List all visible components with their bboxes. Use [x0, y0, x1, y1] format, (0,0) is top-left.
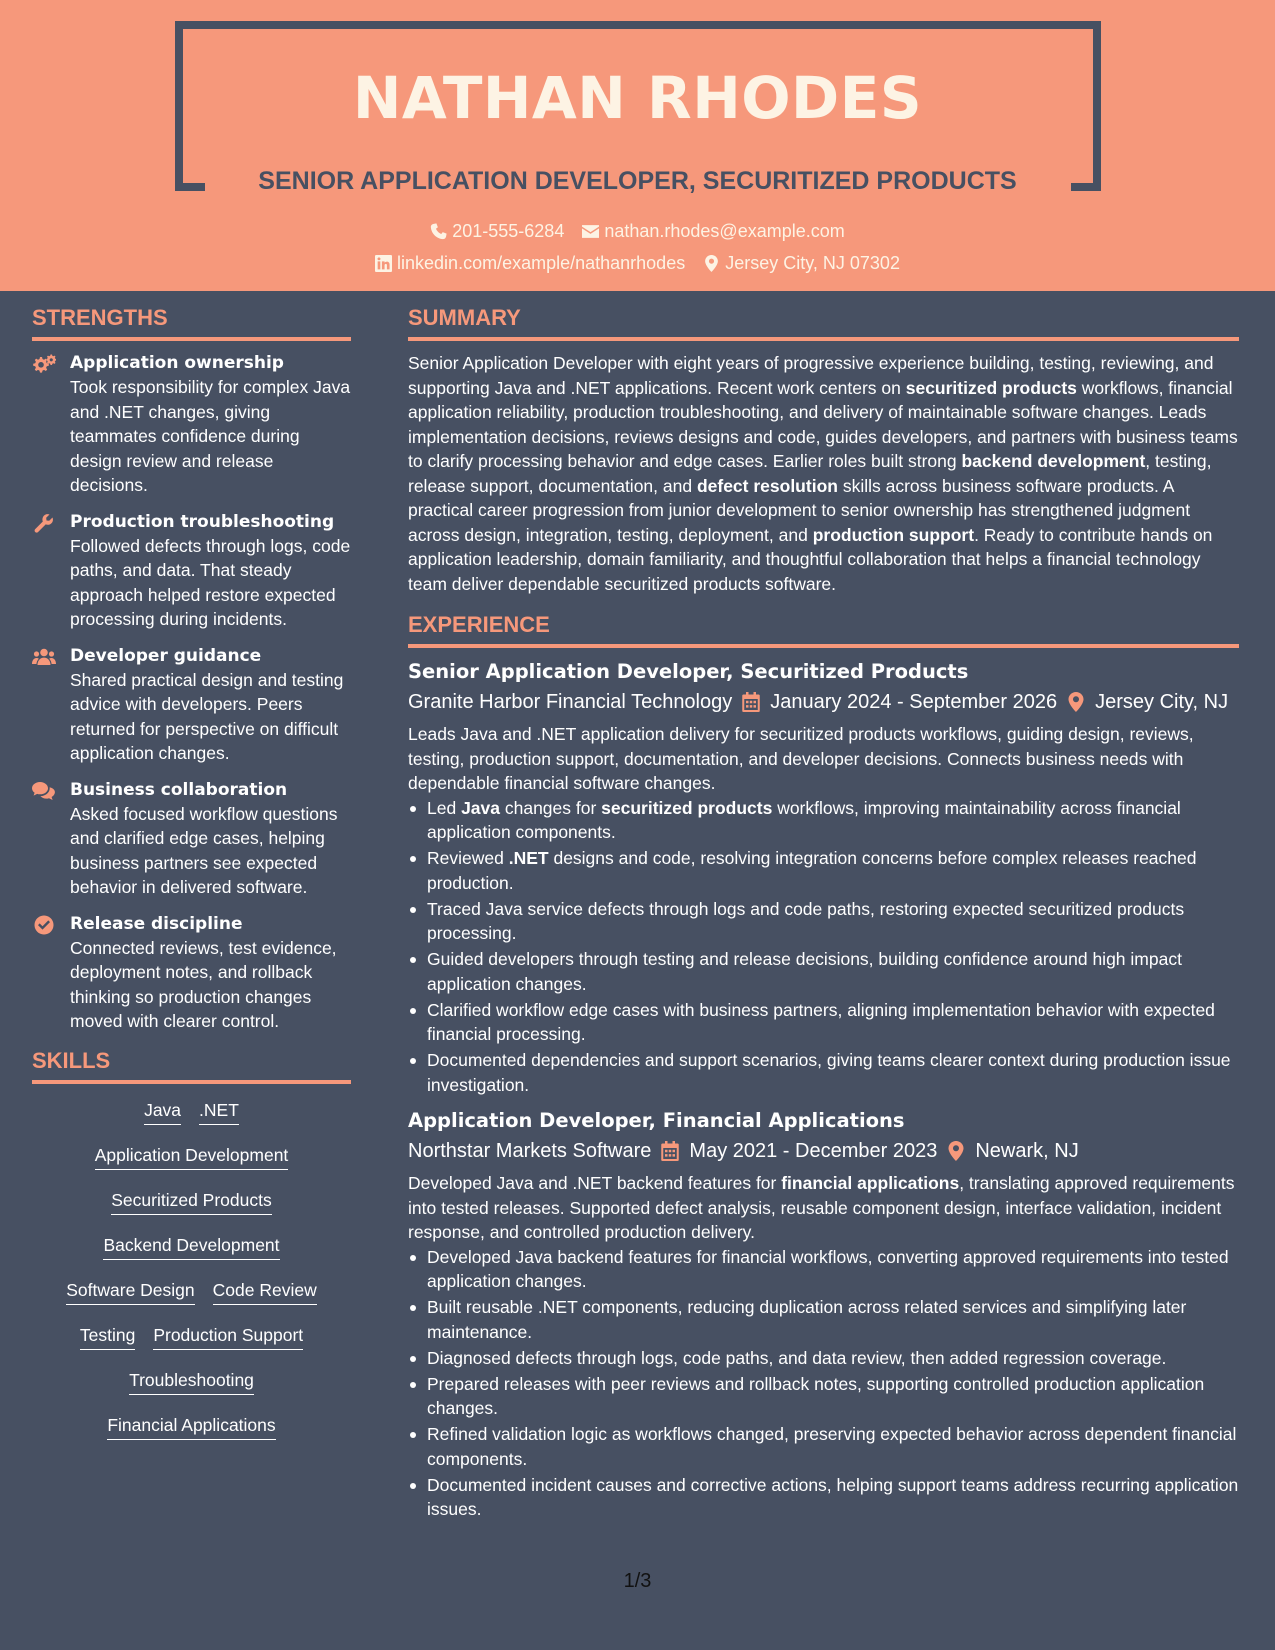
strength-item: [32, 644, 351, 766]
job-company: Northstar Markets Software: [408, 1140, 652, 1162]
strength-title: Production troubleshooting: [70, 511, 335, 532]
phone-icon: [430, 223, 447, 240]
gears-icon: [32, 351, 60, 498]
contact-row-1: [0, 221, 1275, 242]
experience-heading: EXPERIENCE: [408, 612, 1239, 648]
map-marker-icon: [947, 1141, 965, 1161]
skill-tag: Production Support: [153, 1323, 303, 1350]
envelope-icon: [582, 223, 599, 240]
skill-tag: Financial Applications: [107, 1413, 275, 1440]
calendar-icon-wrap: [661, 1141, 679, 1161]
text-run: Reviewed: [427, 848, 509, 868]
summary-text: [408, 351, 1239, 596]
strength-description: Took responsibility for complex Java and .NET changes, giving teammates confidence during design review and release decisions.: [70, 377, 351, 495]
map-marker-icon: [1067, 692, 1085, 712]
text-run: Documented dependencies and support scenarios, giving teams clearer context during production issue investigation.: [427, 1050, 1231, 1095]
strength-body: [70, 351, 351, 498]
job-bullets: [408, 796, 1239, 1098]
job-entry: [408, 658, 1239, 1097]
bullet-item: [408, 796, 1239, 845]
jobs-list: [408, 658, 1239, 1522]
strength-body: [70, 912, 351, 1034]
map-marker-icon-wrap: [1067, 692, 1085, 712]
text-run: Developed Java backend features for financial workflows, converting approved requirements into tested application changes.: [427, 1246, 1229, 1291]
text-run: Guided developers through testing and release decisions, building confidence around high impact application changes.: [427, 949, 1182, 994]
strength-title: Developer guidance: [70, 645, 262, 666]
skill-row: [32, 1323, 351, 1350]
skill-row: [32, 1413, 351, 1440]
strength-body: [70, 778, 351, 900]
strength-description: Connected reviews, test evidence, deployment notes, and rollback thinking so production changes moved with clearer control.: [70, 937, 337, 1031]
contact-phone[interactable]: [430, 221, 564, 242]
map-marker-icon-wrap: [947, 1141, 965, 1161]
summary-heading: SUMMARY: [408, 305, 1239, 341]
bullet-item: [408, 1473, 1239, 1522]
map-marker-icon: [703, 255, 720, 272]
page-number: 1/3: [623, 1570, 652, 1592]
candidate-title: SENIOR APPLICATION DEVELOPER, SECURITIZED PRODUCTS: [258, 167, 1017, 195]
strength-body: [70, 644, 351, 766]
bold-text: defect resolution: [696, 475, 838, 496]
email-text: nathan.rhodes@example.com: [604, 221, 845, 241]
job-company: Granite Harbor Financial Technology: [408, 691, 733, 713]
left-column: [32, 305, 351, 1458]
strength-item: [32, 912, 351, 1034]
bullet-item: [408, 846, 1239, 895]
text-run: skills across business software products. A practical career progression from junior development to senior ownership has strengthened judgment across design, integration, testing, deployment, and: [408, 475, 1191, 545]
bold-text: Java: [461, 797, 500, 818]
bullet-item: [408, 1245, 1239, 1294]
text-run: . Ready to contribute hands on application leadership, domain familiarity, and thoughtful collaboration that helps a financial technology team deliver dependable securitized products software.: [408, 524, 1213, 594]
job-meta: [408, 1135, 1239, 1167]
skill-row: [32, 1278, 351, 1305]
skills-heading: SKILLS: [32, 1048, 351, 1084]
contact-location: [703, 253, 900, 274]
text-run: workflows, financial application reliability, production troubleshooting, and delivery of maintainable software changes. Leads implementation decisions, reviews designs and code, guides developers, and partners with business teams to clarify processing behavior and edge cases. Earlier roles built strong: [408, 377, 1238, 471]
job-description: [408, 722, 1239, 796]
text-run: Leads Java and .NET application delivery for securitized products workflows, guiding design, reviews, testing, production support, documentation, and developer decisions. Connects business needs with dependable financial software changes.: [408, 724, 1194, 793]
bold-text: .NET: [508, 848, 549, 868]
location-text: Jersey City, NJ 07302: [725, 253, 900, 273]
strength-item: [32, 510, 351, 632]
skill-tag: Code Review: [213, 1278, 317, 1305]
skill-tag: Software Design: [66, 1278, 194, 1305]
text-run: Diagnosed defects through logs, code paths, and data review, then added regression coverage.: [427, 1347, 1167, 1368]
calendar-icon: [661, 1141, 679, 1161]
calendar-icon: [742, 692, 760, 712]
candidate-name: NATHAN RHODES: [352, 64, 923, 132]
text-run: designs and code, resolving integration concerns before complex releases reached production.: [427, 848, 1197, 893]
text-run: workflows, improving maintainability across financial application components.: [427, 797, 1181, 842]
job-entry: [408, 1107, 1239, 1522]
strength-item: [32, 351, 351, 498]
job-bullets: [408, 1245, 1239, 1522]
contact-linkedin[interactable]: [375, 253, 685, 274]
job-location: Jersey City, NJ: [1095, 691, 1229, 713]
skill-tag: Java: [144, 1098, 181, 1125]
text-run: , testing, release support, documentation, and: [408, 451, 1212, 496]
calendar-icon-wrap: [742, 692, 760, 712]
job-description: [408, 1171, 1239, 1245]
check-circle-icon: [32, 912, 60, 1034]
text-run: Prepared releases with peer reviews and rollback notes, supporting controlled production application changes.: [427, 1373, 1205, 1418]
resume-header: [0, 0, 1275, 291]
text-run: Traced Java service defects through logs and code paths, restoring expected securitized products processing.: [427, 898, 1185, 943]
skill-tag: Securitized Products: [111, 1188, 272, 1215]
strength-title: Application ownership: [70, 353, 284, 373]
linkedin-text: linkedin.com/example/nathanrhodes: [397, 253, 686, 273]
job-role: Senior Application Developer, Securitized Products: [408, 660, 969, 683]
skill-row: [32, 1368, 351, 1395]
contact-row-2: [0, 253, 1275, 274]
strength-description: Shared practical design and testing advice with developers. Peers returned for perspective on difficult application changes.: [70, 669, 344, 763]
wrench-icon: [32, 510, 60, 632]
text-run: Senior Application Developer with eight years of progressive experience building, testing, reviewing, and supporting Java and .NET applications. Recent work centers on: [408, 353, 1214, 398]
skill-tag: Backend Development: [103, 1233, 279, 1260]
skills-list: [32, 1098, 351, 1440]
users-icon: [32, 644, 60, 766]
job-meta: [408, 686, 1239, 718]
bullet-item: [408, 1372, 1239, 1421]
text-run: Clarified workflow edge cases with business partners, aligning implementation behavior with expected financial processing.: [427, 999, 1215, 1044]
bullet-item: [408, 1048, 1239, 1097]
skill-tag: Application Development: [95, 1143, 289, 1170]
job-dates: January 2024 - September 2026: [770, 691, 1058, 713]
bullet-item: [408, 947, 1239, 996]
phone-text: 201-555-6284: [452, 221, 565, 241]
bold-text: securitized products: [905, 377, 1077, 398]
skill-tag: Troubleshooting: [129, 1368, 254, 1395]
bullet-item: [408, 1346, 1239, 1371]
bullet-item: [408, 998, 1239, 1047]
skill-row: [32, 1098, 351, 1125]
text-run: changes for: [500, 797, 602, 818]
skill-row: [32, 1188, 351, 1215]
bold-text: securitized products: [601, 797, 773, 818]
text-run: Documented incident causes and corrective actions, helping support teams address recurring application issues.: [427, 1474, 1239, 1519]
bullet-item: [408, 897, 1239, 946]
bold-text: backend development: [961, 451, 1146, 471]
text-run: Refined validation logic as workflows changed, preserving expected behavior across dependent financial components.: [427, 1424, 1237, 1469]
job-role: Application Developer, Financial Applications: [408, 1109, 905, 1132]
skill-tag: .NET: [199, 1098, 239, 1125]
text-run: Led: [427, 797, 462, 818]
linkedin-icon: [375, 255, 392, 272]
bullet-item: [408, 1295, 1239, 1344]
strength-item: [32, 778, 351, 900]
skill-row: [32, 1233, 351, 1260]
text-run: Built reusable .NET components, reducing duplication across related services and simplifying later maintenance.: [427, 1297, 1187, 1342]
bold-text: financial applications: [781, 1173, 960, 1193]
strengths-list: [32, 351, 351, 1034]
skill-tag: Testing: [80, 1323, 135, 1350]
job-location: Newark, NJ: [975, 1140, 1079, 1162]
strength-title: Release discipline: [70, 913, 243, 934]
text-run: , translating approved requirements into tested releases. Supported defect analysis, reusable component design, interface validation, incident response, and controlled production delivery.: [408, 1173, 1235, 1242]
strengths-heading: STRENGTHS: [32, 305, 351, 341]
strength-title: Business collaboration: [70, 779, 288, 800]
comments-icon: [32, 778, 60, 900]
job-dates: May 2021 - December 2023: [689, 1140, 938, 1162]
bold-text: production support: [812, 524, 975, 545]
contact-email[interactable]: [582, 221, 844, 242]
right-column: [408, 305, 1239, 1532]
text-run: Developed Java and .NET backend features for: [408, 1173, 782, 1193]
strength-description: Asked focused workflow questions and clarified edge cases, helping business partners see expected behavior in delivered software.: [70, 803, 338, 897]
bullet-item: [408, 1422, 1239, 1471]
skill-row: [32, 1143, 351, 1170]
strength-body: [70, 510, 351, 632]
strength-description: Followed defects through logs, code paths, and data. That steady approach helped restore expected processing during incidents.: [70, 535, 351, 629]
